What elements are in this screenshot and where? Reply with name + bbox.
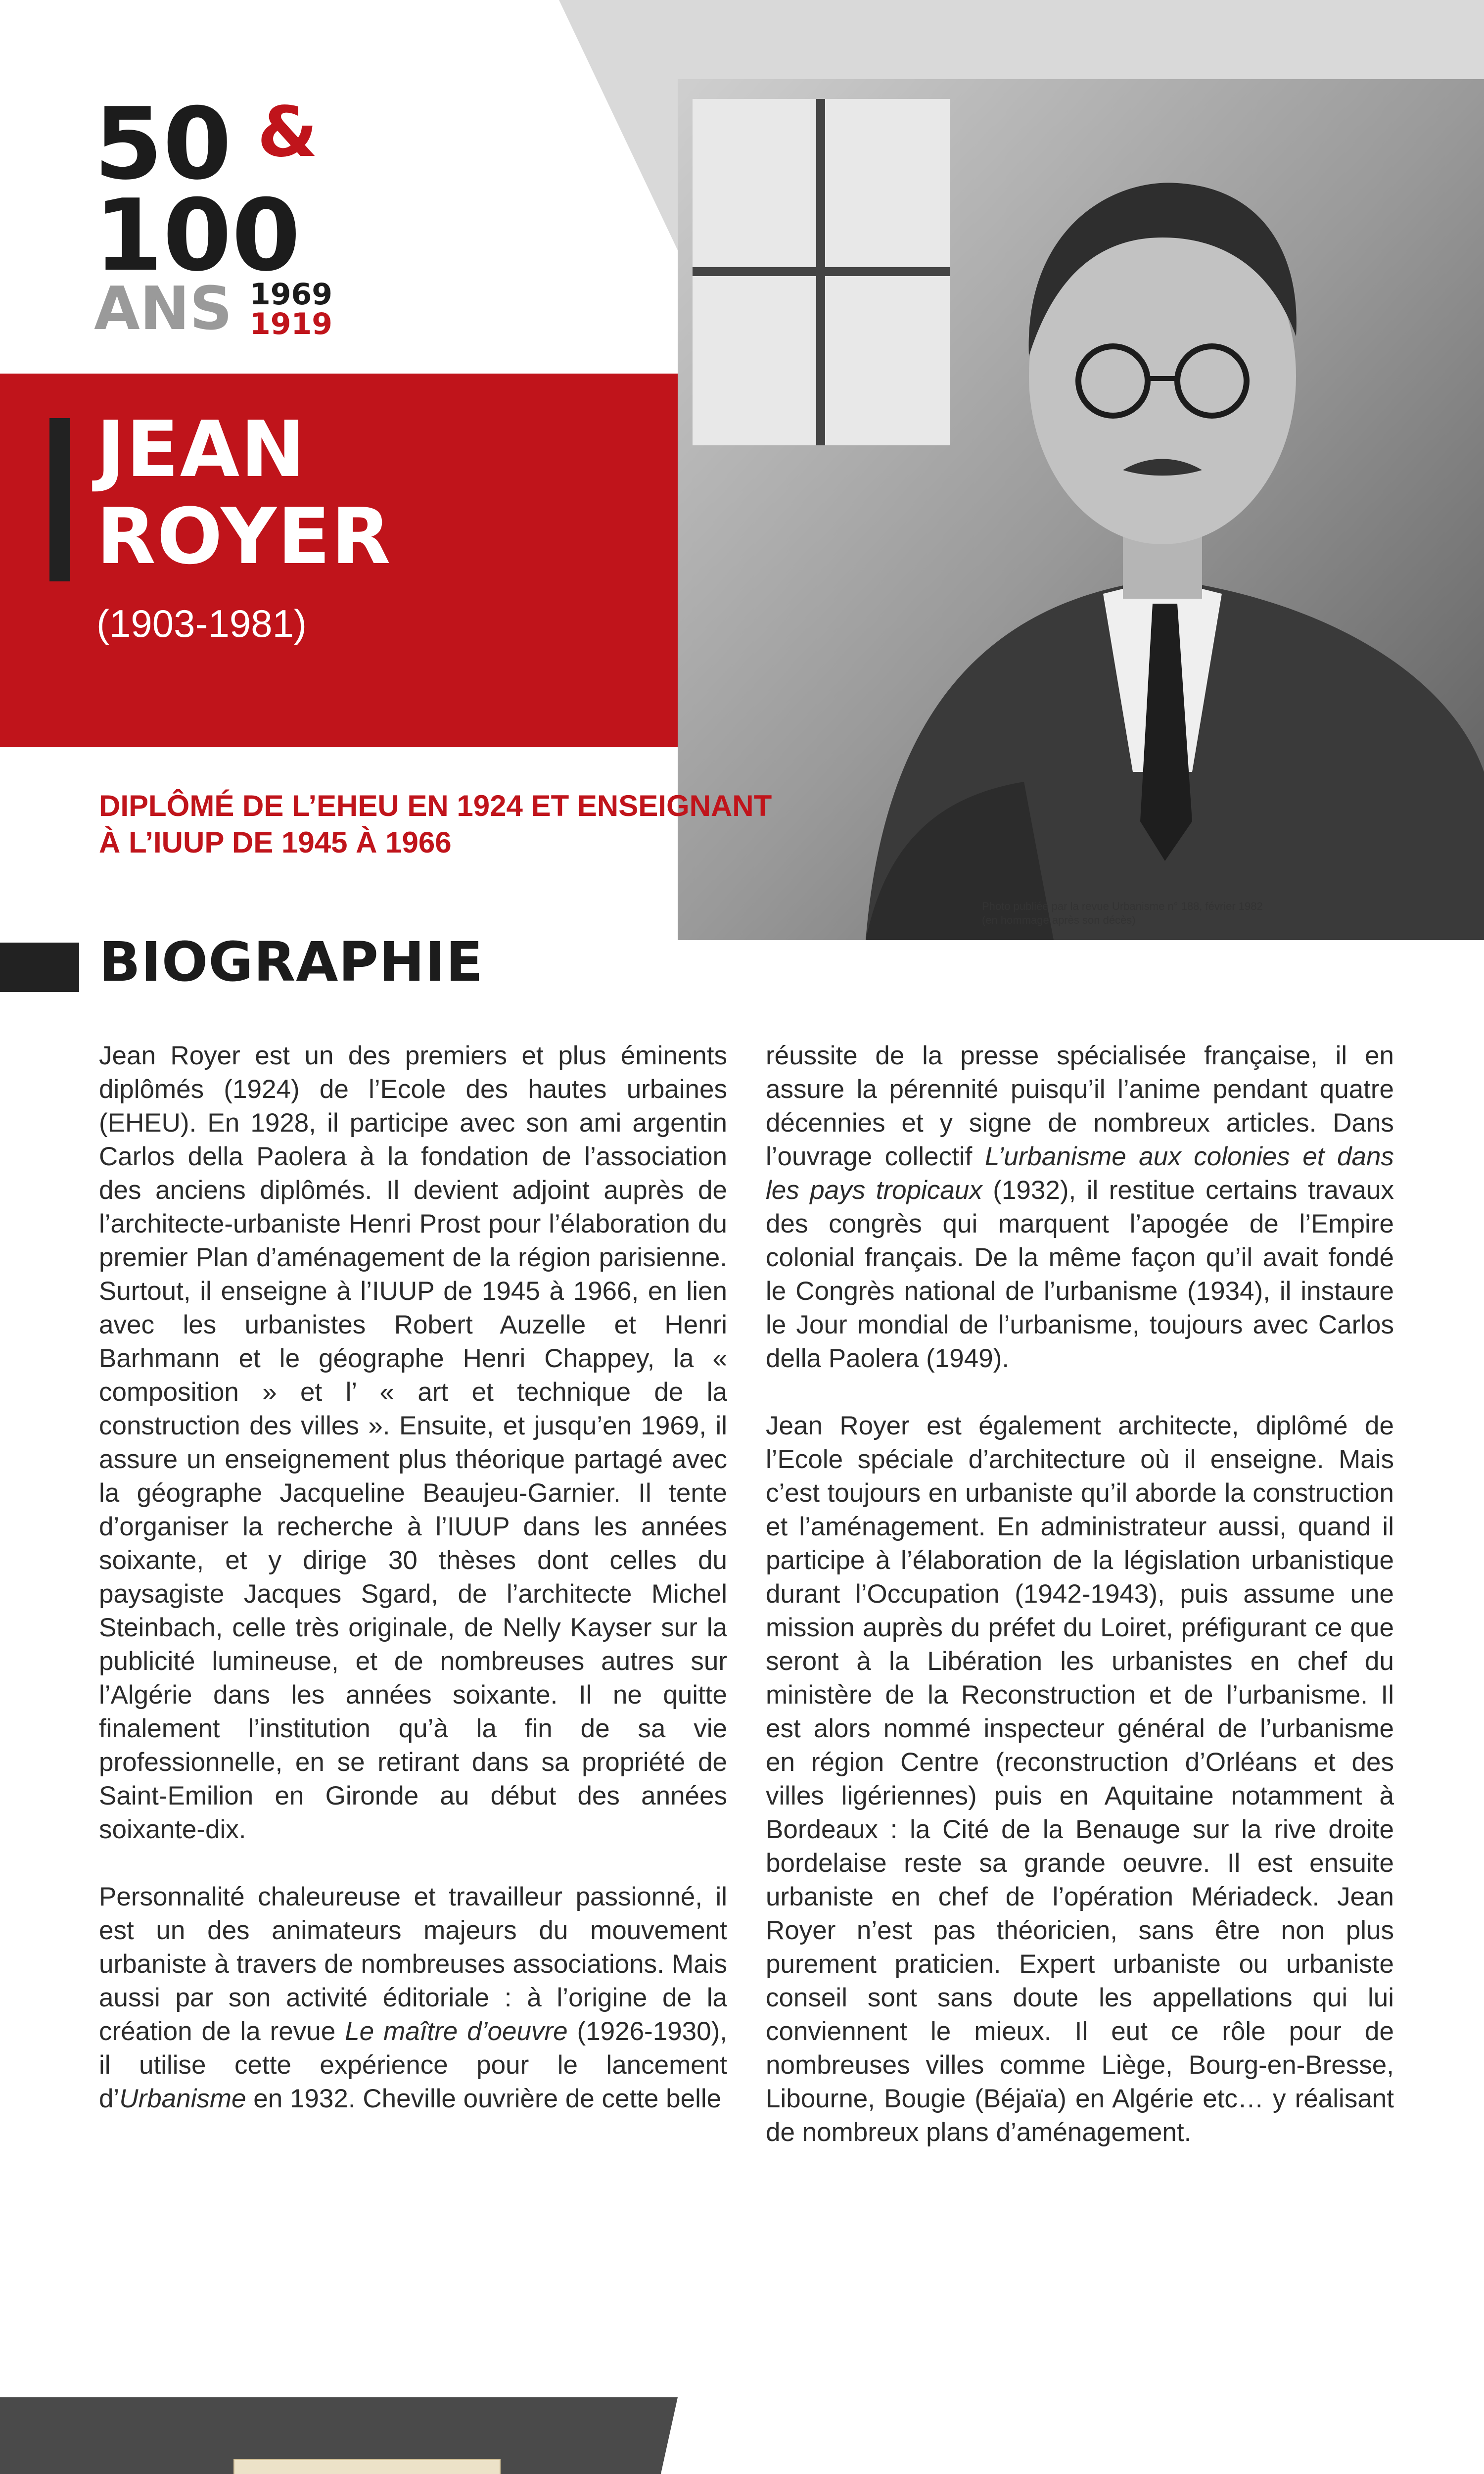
name-line-first: JEAN: [96, 404, 306, 494]
photo-caption-line-2: (en hommage après son décès): [982, 914, 1136, 926]
logo-ampersand: &: [257, 94, 318, 173]
logo-fifty: 50: [94, 94, 232, 202]
biography-paragraph-2-continued: réussite de la presse spécialisée française, il en assure la pérennité puisqu’il l’anime pendant quatre décennies et y signe de nombreux articles. Dans l’ouvrage collectif L’urbanisme aux colonies et dans les pays tropicaux (1932), il restitue certains travaux des congrès qui marquent l’apogée de l’Empire colonial français. De la même façon qu’il avait fondé le Congrès national de l’urbanisme (1934), il instaure le Jour mondial de l’urbanisme, toujours avec Carlos della Paolera (1949).: [766, 1041, 1394, 1373]
biography-accent-bar: [0, 943, 79, 992]
photo-caption: [982, 900, 1279, 927]
biography-paragraph-3: Jean Royer est également architecte, diplômé de l’Ecole spéciale d’architecture où il enseigne. Mais c’est toujours en urbaniste qu’il aborde la construction et l’aménagement. En administrateur aussi, quand il participe à l’élaboration de la législation urbanistique durant l’Occupation (1942-1943), puis assume une mission auprès du préfet du Loiret, préfigurant ce que seront à la Libération les urbanistes en chef du ministère de la Reconstruction et de l’urbanisme. Il est alors nommé inspecteur général de l’urbanisme en région Centre (reconstruction d’Orléans et des villes ligériennes) puis en Aquitaine notamment à Bordeaux : la Cité de la Benauge sur la rive droite bordelaise reste sa grande oeuvre. Il est ensuite urbaniste en chef de l’opération Mériadeck. Jean Royer n’est pas théoricien, sans être non plus purement praticien. Expert urbaniste ou urbaniste conseil sont sans doute les appellations qui lui conviennent le mieux. Il eut ce rôle pour de nombreuses villes comme Liège, Bourg-en-Bresse, Libourne, Bougie (Béjaïa) en Algérie etc… y réalisant de nombreux plans d’aménagement.: [766, 1411, 1394, 2147]
subtitle: [99, 788, 791, 861]
life-dates: (1903-1981): [96, 602, 307, 645]
biography-paragraph-1: Jean Royer est un des premiers et plus éminents diplômés (1924) de l’Ecole des hautes urbaines (EHEU). En 1928, il participe avec son ami argentin Carlos della Paolera à la fondation de l’association des anciens diplômés. Il devient adjoint auprès de l’architecte-urbaniste Henri Prost pour l’élaboration du premier Plan d’aménagement de la région parisienne. Surtout, il enseigne à l’IUUP de 1945 à 1966, en lien avec les urbanistes Robert Auzelle et Henri Barhmann et le géographe Henri Chappey, la « composition » et l’ « art et technique de la construction des villes ». Ensuite, et jusqu’en 1969, il assure un enseignement plus théorique partagé avec la géographe Jacqueline Beaujeu-Garnier. Il tente d’organiser la recherche à l’IUUP dans les années soixante, et y dirige 30 thèses dont celles du paysagiste Jacques Sgard, de l’architecte Michel Steinbach, celle très originale, de Nelly Kayser sur la publicité lumineuse, et de nombreuses autres sur l’Algérie dans les années soixante. Il ne quitte finalement l’institution qu’à la fin de sa vie professionnelle, en se retirant dans sa propriété de Saint-Emilion en Gironde au début des années soixante-dix.: [99, 1041, 727, 1844]
book-cover-gothic: [233, 2459, 501, 2474]
logo-year-1969: 1969: [250, 277, 332, 312]
person-name: [96, 406, 392, 580]
subtitle-line-2: À L’IUUP DE 1945 À 1966: [99, 826, 452, 859]
name-line-last: ROYER: [96, 491, 392, 581]
subtitle-line-1: DIPLÔMÉ DE L’EHEU EN 1924 ET ENSEIGNANT: [99, 789, 772, 822]
biography-column-left: [99, 1039, 727, 2149]
biography-title: BIOGRAPHIE: [99, 930, 484, 994]
biography-paragraph-2: Personnalité chaleureuse et travailleur passionné, il est un des animateurs majeurs du mouvement urbaniste à travers de nombreuses associations. Mais aussi par son activité éditoriale : à l’origine de la création de la revue Le maître d’oeuvre (1926-1930), il utilise cette expérience pour le lancement d’Urbanisme en 1932. Cheville ouvrière de cette belle: [99, 1882, 728, 2113]
logo-hundred: 100: [94, 178, 301, 293]
anniversary-logo: [94, 94, 351, 351]
name-accent-bar: [49, 418, 70, 581]
logo-ans: ANS: [94, 275, 232, 343]
photo-caption-line-1: Photo publiée par la revue Urbanisme n° 188, février 1982: [982, 900, 1263, 912]
logo-year-1919: 1919: [250, 307, 332, 341]
biography-column-right-text: [766, 1039, 1394, 2183]
